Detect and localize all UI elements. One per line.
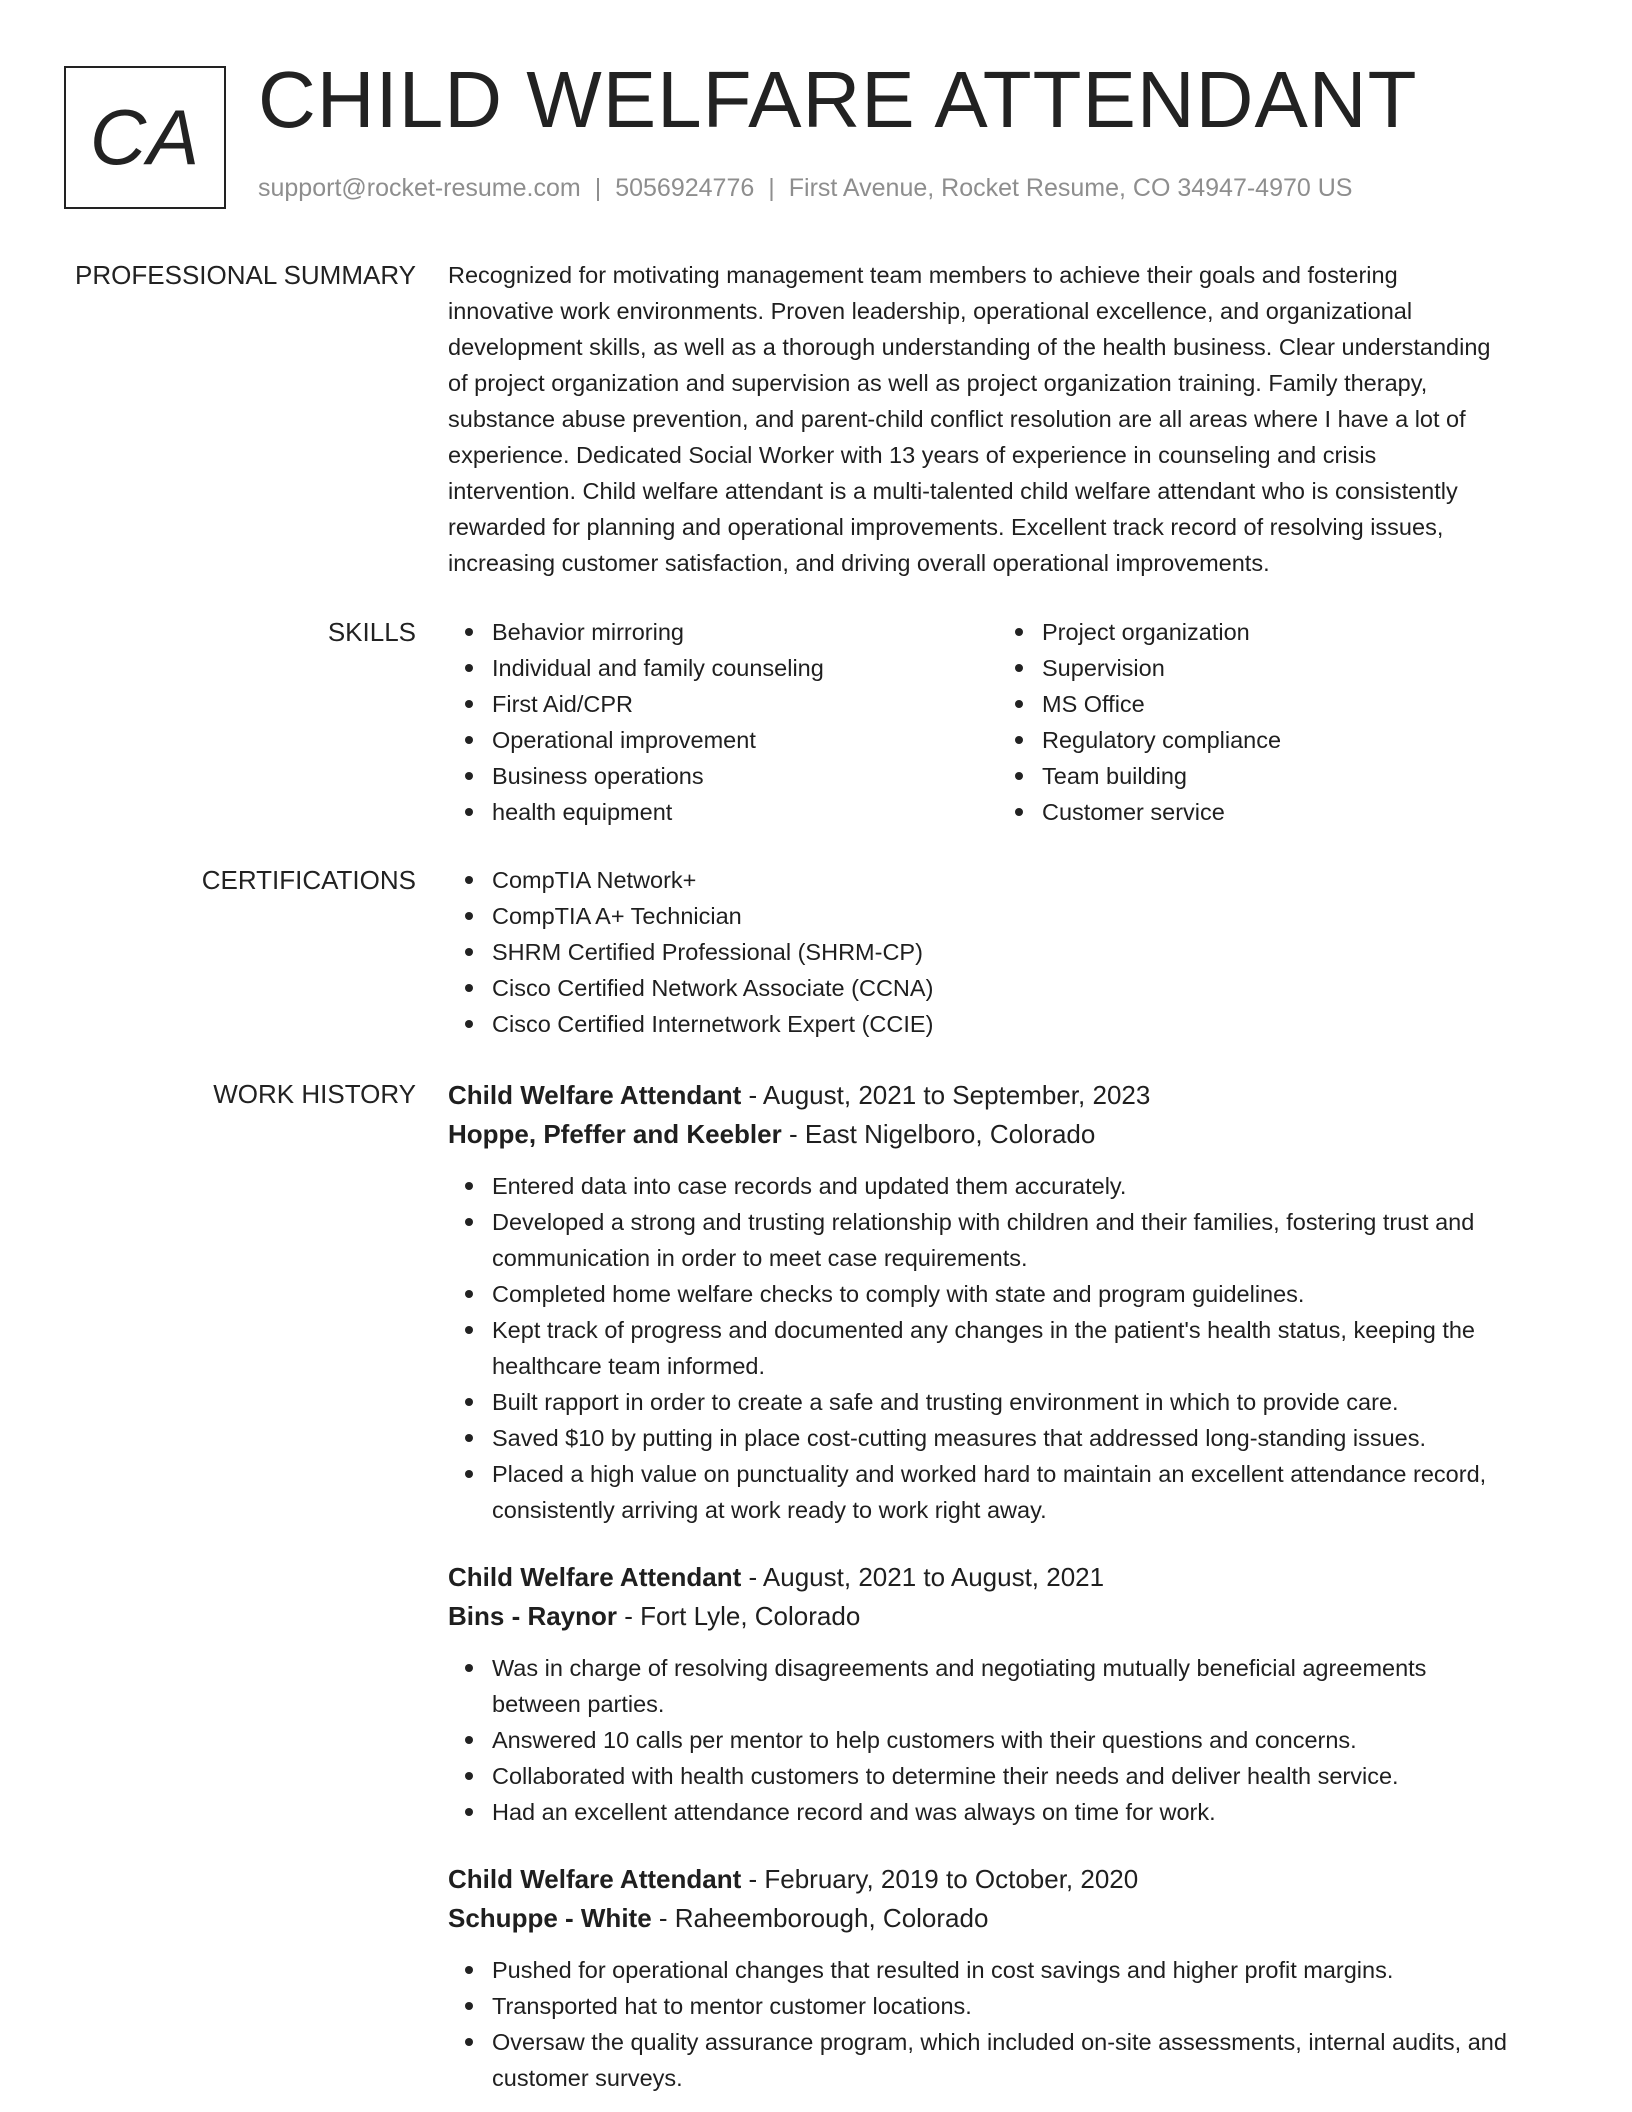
job-company-line (448, 1597, 1568, 1636)
list-item: CompTIA Network+ (448, 862, 1568, 898)
job-title: Child Welfare Attendant (448, 1562, 742, 1592)
list-item: health equipment (448, 794, 998, 830)
list-item: Cisco Certified Internetwork Expert (CCIE) (448, 1006, 1568, 1042)
skills-columns (448, 614, 1568, 830)
job-entry (448, 1860, 1568, 2096)
summary-line: intervention. Child welfare attendant is a multi-talented child welfare attendant who is consistently (448, 478, 1458, 504)
list-item: Behavior mirroring (448, 614, 998, 650)
list-item: Customer service (998, 794, 1548, 830)
list-item: Supervision (998, 650, 1548, 686)
bullet-line: Collaborated with health customers to determine their needs and deliver health service. (492, 1763, 1399, 1789)
summary-line: development skills, as well as a thorough understanding of the health business. Clear understanding (448, 334, 1491, 360)
bullet-line: Completed home welfare checks to comply with state and program guidelines. (492, 1281, 1305, 1307)
section-label: WORK HISTORY (213, 1079, 416, 1109)
company-name: Schuppe - White (448, 1903, 652, 1933)
company-location: - Raheemborough, Colorado (651, 1903, 989, 1933)
bullet-line: healthcare team informed. (492, 1353, 766, 1379)
list-item (448, 1952, 1568, 1988)
address-text: First Avenue, Rocket Resume, CO 34947-4970 US (788, 174, 1353, 202)
list-item (448, 1276, 1568, 1312)
job-heading (448, 1076, 1568, 1115)
contact-separator: | (768, 174, 775, 202)
bullet-line: between parties. (492, 1691, 665, 1717)
bullet-line: Entered data into case records and updated them accurately. (492, 1173, 1127, 1199)
job-company-line (448, 1115, 1568, 1154)
list-item: Operational improvement (448, 722, 998, 758)
skills-list-left (448, 614, 998, 830)
job-duties (448, 1650, 1568, 1830)
job-entry (448, 1558, 1568, 1830)
job-heading (448, 1860, 1568, 1899)
list-item (448, 1722, 1568, 1758)
job-dates: - August, 2021 to September, 2023 (741, 1080, 1151, 1110)
list-item (448, 1758, 1568, 1794)
company-name: Hoppe, Pfeffer and Keebler (448, 1119, 782, 1149)
list-item (448, 1204, 1568, 1276)
bullet-line: Kept track of progress and documented any changes in the patient's health status, keeping the (492, 1317, 1475, 1343)
bullet-line: Oversaw the quality assurance program, which included on-site assessments, internal audits, and (492, 2029, 1507, 2055)
phone-text: 5056924776 (615, 174, 755, 202)
summary-line: Recognized for motivating management team members to achieve their goals and fostering (448, 262, 1398, 288)
certifications-content (448, 862, 1568, 1042)
job-duties (448, 1168, 1568, 1528)
skills-list-right (998, 614, 1548, 830)
certifications-list (448, 862, 1568, 1042)
section-label: SKILLS (327, 617, 416, 647)
summary-line: of project organization and supervision as well as project organization training. Family therapy, (448, 370, 1428, 396)
list-item (448, 1384, 1568, 1420)
summary-line: experience. Dedicated Social Worker with 13 years of experience in counseling and crisis (448, 442, 1377, 468)
contact-line (258, 174, 1352, 203)
job-duties (448, 1952, 1568, 2096)
bullet-line: Built rapport in order to create a safe and trusting environment in which to provide care. (492, 1389, 1399, 1415)
list-item: Individual and family counseling (448, 650, 998, 686)
list-item (448, 1420, 1568, 1456)
job-dates: - February, 2019 to October, 2020 (741, 1864, 1139, 1894)
list-item: Business operations (448, 758, 998, 794)
job-dates: - August, 2021 to August, 2021 (741, 1562, 1105, 1592)
bullet-line: Placed a high value on punctuality and worked hard to maintain an excellent attendance record, (492, 1461, 1487, 1487)
job-entry (448, 1076, 1568, 1528)
list-item: First Aid/CPR (448, 686, 998, 722)
list-item: Project organization (998, 614, 1548, 650)
page-title: CHILD WELFARE ATTENDANT (258, 55, 1418, 144)
monogram: CA (64, 66, 226, 209)
bullet-line: Transported hat to mentor customer locations. (492, 1993, 972, 2019)
bullet-line: Pushed for operational changes that resulted in cost savings and higher profit margins. (492, 1957, 1394, 1983)
list-item: Regulatory compliance (998, 722, 1548, 758)
list-item (448, 2024, 1568, 2096)
company-location: - East Nigelboro, Colorado (781, 1119, 1096, 1149)
bullet-line: Was in charge of resolving disagreements and negotiating mutually beneficial agreements (492, 1655, 1427, 1681)
email-text: support@rocket-resume.com (258, 174, 581, 202)
list-item (448, 1988, 1568, 2024)
list-item: Team building (998, 758, 1548, 794)
list-item (448, 1650, 1568, 1722)
bullet-line: communication in order to meet case requirements. (492, 1245, 1028, 1271)
bullet-line: customer surveys. (492, 2065, 683, 2091)
list-item (448, 1456, 1568, 1528)
job-heading (448, 1558, 1568, 1597)
list-item: SHRM Certified Professional (SHRM-CP) (448, 934, 1568, 970)
contact-separator: | (594, 174, 602, 202)
summary-line: innovative work environments. Proven leadership, operational excellence, and organizational (448, 298, 1413, 324)
list-item: Cisco Certified Network Associate (CCNA) (448, 970, 1568, 1006)
summary-text (448, 257, 1568, 581)
bullet-line: Answered 10 calls per mentor to help customers with their questions and concerns. (492, 1727, 1357, 1753)
company-location: - Fort Lyle, Colorado (617, 1601, 861, 1631)
bullet-line: consistently arriving at work ready to work right away. (492, 1497, 1047, 1523)
job-company-line (448, 1899, 1568, 1938)
section-label: CERTIFICATIONS (201, 865, 416, 895)
bullet-line: Saved $10 by putting in place cost-cutting measures that addressed long-standing issues. (492, 1425, 1427, 1451)
section-label: PROFESSIONAL SUMMARY (75, 260, 416, 290)
summary-line: substance abuse prevention, and parent-child conflict resolution are all areas where I have a lot of (448, 406, 1466, 432)
company-name: Bins - Raynor (448, 1601, 618, 1631)
list-item: MS Office (998, 686, 1548, 722)
list-item (448, 1312, 1568, 1384)
list-item (448, 1168, 1568, 1204)
list-item (448, 1794, 1568, 1830)
job-title: Child Welfare Attendant (448, 1864, 742, 1894)
summary-line: increasing customer satisfaction, and driving overall operational improvements. (448, 550, 1270, 576)
work-history-content (448, 1076, 1568, 2096)
bullet-line: Had an excellent attendance record and was always on time for work. (492, 1799, 1216, 1825)
job-title: Child Welfare Attendant (448, 1080, 742, 1110)
bullet-line: Developed a strong and trusting relationship with children and their families, fostering trust and (492, 1209, 1475, 1235)
summary-line: rewarded for planning and operational improvements. Excellent track record of resolving issues, (448, 514, 1444, 540)
list-item: CompTIA A+ Technician (448, 898, 1568, 934)
